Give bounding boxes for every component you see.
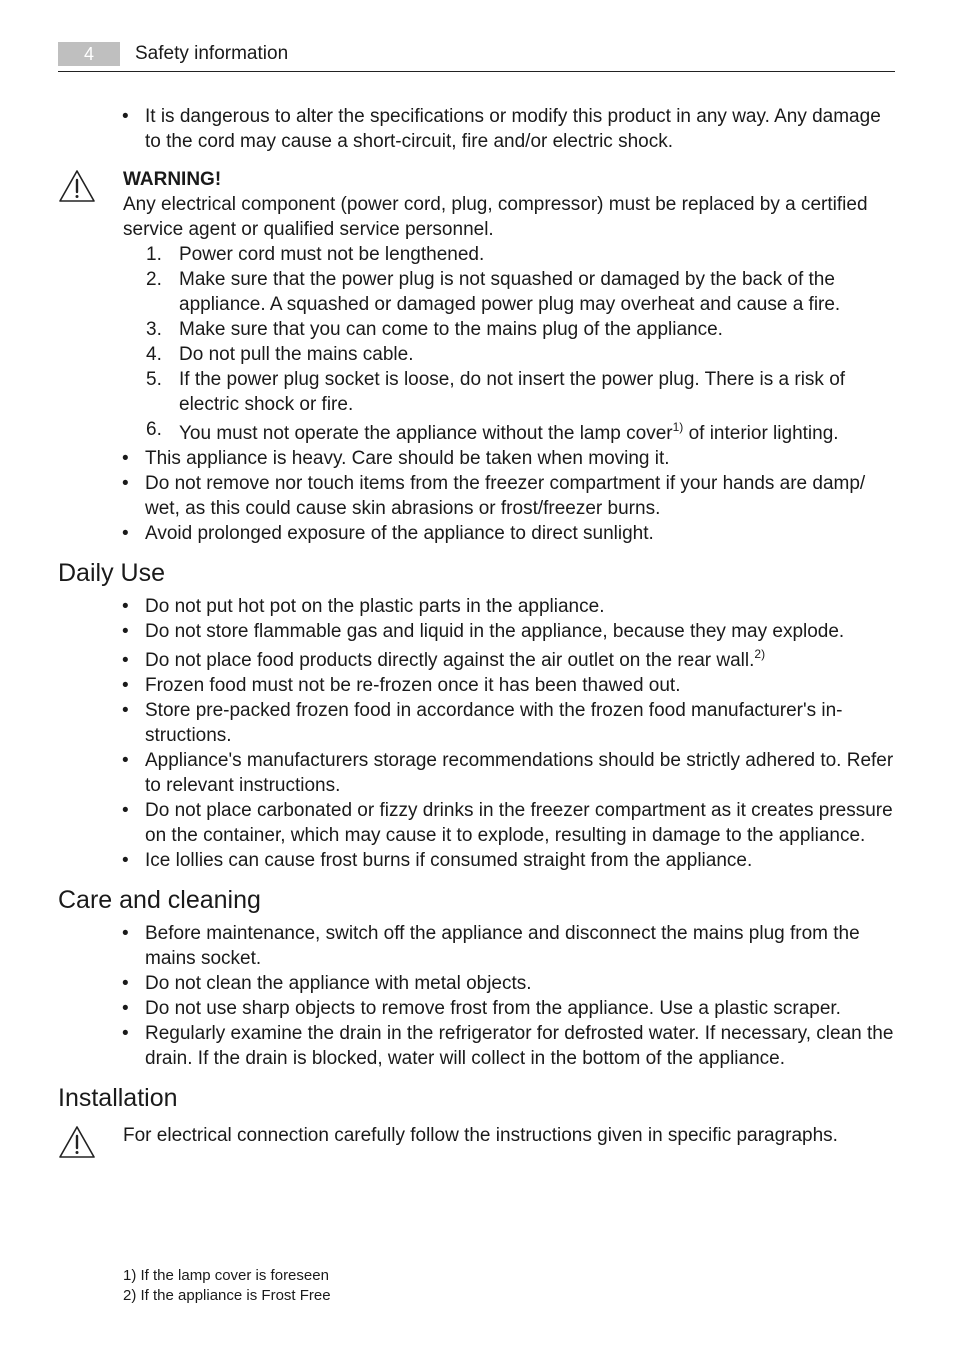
page-header	[58, 42, 895, 72]
list-item: • Do not use sharp objects to remove frost from the appliance. Use a plastic scraper.	[145, 996, 896, 1021]
step-text-continued: of interior lighting.	[683, 423, 839, 444]
item-text: Do not place food products directly against the air outlet on the rear wall.	[145, 650, 755, 671]
footnote-ref: 1)	[672, 420, 684, 434]
list-item: • Do not clean the appliance with metal objects.	[145, 971, 896, 996]
page-content	[58, 104, 896, 1148]
safety-list	[58, 446, 896, 546]
list-item	[146, 317, 896, 342]
list-item: • Do not place carbonated or fizzy drinks in the freezer compartment as it creates pressure on the container, which may cause it to explode, resulting in damage to the appliance.	[145, 798, 896, 848]
warning-triangle-icon	[58, 169, 96, 203]
step-number: 1.	[146, 244, 162, 265]
list-item: • It is dangerous to alter the specifications or modify this product in any way. Any damage to the cord may cause a short-circuit, fire and/or electric shock.	[145, 104, 896, 154]
daily-use-list	[58, 594, 896, 873]
footnote-2: 2) If the appliance is Frost Free	[123, 1287, 331, 1304]
list-item: • This appliance is heavy. Care should be taken when moving it.	[145, 446, 896, 471]
list-item	[146, 342, 896, 367]
list-item	[145, 648, 896, 673]
list-item: • Do not put hot pot on the plastic parts in the appliance.	[145, 594, 896, 619]
step-text: You must not operate the appliance without the lamp cover	[179, 423, 673, 444]
step-number: 6.	[146, 419, 162, 440]
list-item: • Do not store flammable gas and liquid in the appliance, because they may explode.	[145, 619, 896, 644]
section-title: Safety information	[135, 43, 289, 64]
list-item: • Do not remove nor touch items from the freezer compartment if your hands are damp/ wet, as this could cause skin abrasions or frost/freezer burns.	[145, 471, 896, 521]
intro-list	[58, 104, 896, 154]
footnote-1: 1) If the lamp cover is foreseen	[123, 1267, 329, 1284]
footnote-ref: 2)	[754, 647, 766, 661]
footnotes	[123, 1266, 331, 1306]
list-item: • Store pre-packed frozen food in accordance with the frozen food manufacturer's in- structions.	[145, 698, 896, 748]
care-cleaning-list	[58, 921, 896, 1071]
step-text: Power cord must not be lengthened.	[179, 244, 485, 265]
step-number: 2.	[146, 269, 162, 290]
installation-text: For electrical connection carefully follow the instructions given in specific paragraphs.	[123, 1125, 838, 1146]
step-text: Make sure that the power plug is not squashed or damaged by the back of the appliance. A squashed or damaged power plug may overheat and cause a fire.	[179, 269, 841, 315]
warning-triangle-icon	[58, 1125, 96, 1159]
list-item: • Avoid prolonged exposure of the appliance to direct sunlight.	[145, 521, 896, 546]
list-item: • Regularly examine the drain in the refrigerator for defrosted water. If necessary, clean the drain. If the drain is blocked, water will collect in the bottom of the appliance.	[145, 1021, 896, 1071]
list-item: • Frozen food must not be re-frozen once it has been thawed out.	[145, 673, 896, 698]
numbered-list	[58, 242, 896, 446]
list-item	[146, 367, 896, 417]
page-number: 4	[58, 42, 120, 66]
list-item: • Ice lollies can cause frost burns if consumed straight from the appliance.	[145, 848, 896, 873]
step-number: 4.	[146, 344, 162, 365]
step-text: If the power plug socket is loose, do not insert the power plug. There is a risk of electric shock or fire.	[179, 369, 846, 415]
step-text: Make sure that you can come to the mains plug of the appliance.	[179, 319, 723, 340]
step-text: Do not pull the mains cable.	[179, 344, 414, 365]
list-item	[146, 267, 896, 317]
step-number: 3.	[146, 319, 162, 340]
list-item	[146, 242, 896, 267]
step-number: 5.	[146, 369, 162, 390]
warning-text: Any electrical component (power cord, plug, compressor) must be replaced by a certified service agent or qualified service personnel.	[123, 194, 868, 240]
list-item: • Before maintenance, switch off the appliance and disconnect the mains plug from the mains socket.	[145, 921, 896, 971]
warning-title: WARNING!	[123, 169, 222, 190]
heading-daily-use: Daily Use	[58, 559, 165, 587]
heading-care-cleaning: Care and cleaning	[58, 886, 261, 914]
list-item: • Appliance's manufacturers storage recommendations should be strictly adhered to. Refer to relevant instructions.	[145, 748, 896, 798]
list-item	[146, 419, 896, 446]
warning-block	[58, 167, 896, 242]
heading-installation: Installation	[58, 1084, 178, 1112]
installation-warning	[58, 1123, 896, 1148]
